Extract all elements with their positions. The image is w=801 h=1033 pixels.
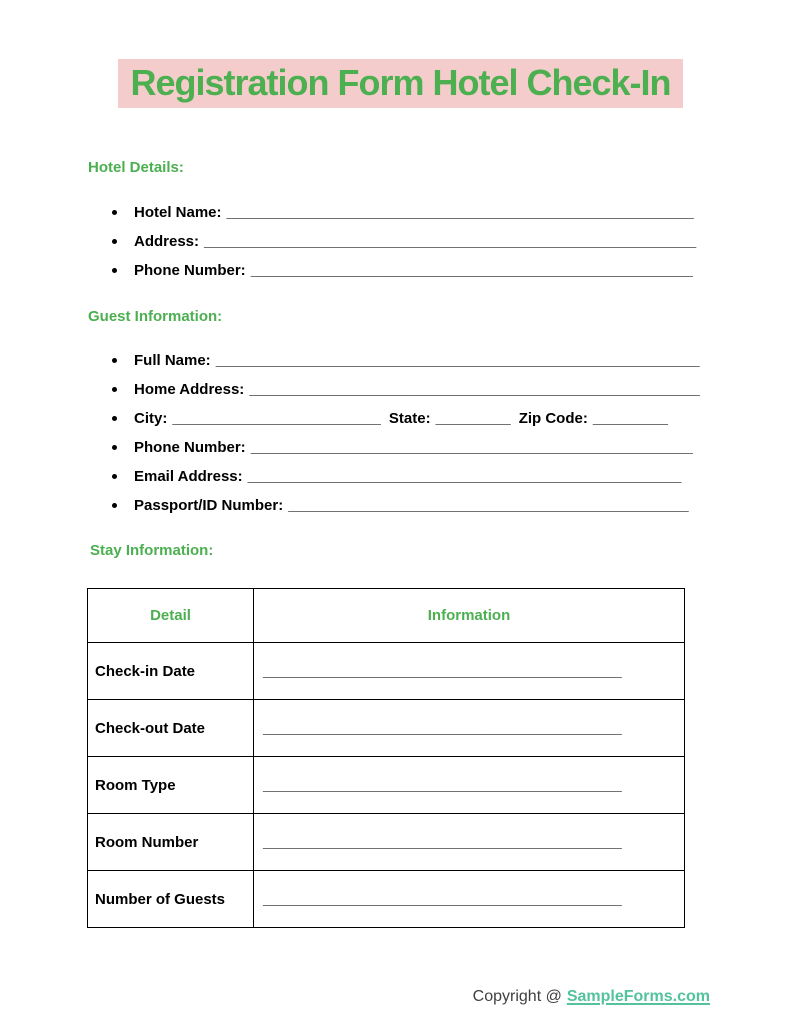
- list-item: [112, 375, 700, 404]
- list-item: [112, 227, 696, 256]
- city-blank[interactable]: _________________________: [172, 410, 381, 427]
- check-out-date-label: Check-out Date: [88, 700, 254, 757]
- table-row: [88, 757, 685, 814]
- bullet-icon: [112, 239, 117, 244]
- number-of-guests-label: Number of Guests: [88, 871, 254, 928]
- bullet-icon: [112, 445, 117, 450]
- hotel-phone-blank[interactable]: _____________________________________________________: [250, 262, 693, 279]
- list-item: [112, 433, 700, 462]
- email-address-blank[interactable]: ____________________________________________________: [247, 468, 682, 485]
- bullet-icon: [112, 387, 117, 392]
- bullet-icon: [112, 210, 117, 215]
- email-address-label: Email Address:: [134, 468, 243, 485]
- number-of-guests-blank[interactable]: ___________________________________________: [254, 871, 685, 928]
- room-type-blank[interactable]: ___________________________________________: [254, 757, 685, 814]
- list-item: [112, 462, 700, 491]
- check-in-date-blank[interactable]: ___________________________________________: [254, 643, 685, 700]
- hotel-phone-label: Phone Number:: [134, 262, 246, 279]
- home-address-blank[interactable]: ______________________________________________________: [249, 381, 700, 398]
- state-label: State:: [388, 410, 431, 427]
- check-out-date-blank[interactable]: ___________________________________________: [254, 700, 685, 757]
- guest-phone-label: Phone Number:: [134, 439, 246, 456]
- hotel-details-list: [112, 198, 696, 285]
- table-row: [88, 700, 685, 757]
- bullet-icon: [112, 416, 117, 421]
- page-title: Registration Form Hotel Check-In: [118, 59, 682, 108]
- passport-id-blank[interactable]: ________________________________________________: [288, 497, 689, 514]
- table-header-row: [88, 589, 685, 643]
- check-in-date-label: Check-in Date: [88, 643, 254, 700]
- list-item: [112, 491, 700, 520]
- stay-information-heading: Stay Information:: [90, 542, 214, 559]
- list-item: [112, 346, 700, 375]
- detail-column-header: Detail: [88, 589, 254, 643]
- city-label: City:: [134, 410, 168, 427]
- list-item: [112, 256, 696, 285]
- table-row: [88, 814, 685, 871]
- room-type-label: Room Type: [88, 757, 254, 814]
- copyright-text: Copyright @: [472, 988, 562, 1005]
- title-row: [0, 59, 801, 108]
- hotel-details-heading: Hotel Details:: [88, 159, 184, 176]
- room-number-blank[interactable]: ___________________________________________: [254, 814, 685, 871]
- home-address-label: Home Address:: [134, 381, 245, 398]
- table-row: [88, 643, 685, 700]
- zip-code-label: Zip Code:: [518, 410, 588, 427]
- guest-information-list: [112, 346, 700, 520]
- hotel-address-blank[interactable]: ___________________________________________________________: [204, 233, 697, 250]
- zip-code-blank[interactable]: _________: [592, 410, 668, 427]
- passport-id-label: Passport/ID Number:: [134, 497, 284, 514]
- bullet-icon: [112, 358, 117, 363]
- stay-information-table: [87, 588, 685, 928]
- guest-information-heading: Guest Information:: [88, 308, 223, 325]
- bullet-icon: [112, 268, 117, 273]
- footer: [473, 988, 710, 1006]
- list-item: [112, 198, 696, 227]
- full-name-label: Full Name:: [134, 352, 211, 369]
- full-name-blank[interactable]: __________________________________________________________: [215, 352, 700, 369]
- bullet-icon: [112, 474, 117, 479]
- room-number-label: Room Number: [88, 814, 254, 871]
- table-row: [88, 871, 685, 928]
- state-blank[interactable]: _________: [435, 410, 511, 427]
- hotel-name-blank[interactable]: ________________________________________________________: [226, 204, 694, 221]
- sampleforms-link[interactable]: SampleForms.com: [566, 988, 710, 1005]
- list-item: [112, 404, 700, 433]
- bullet-icon: [112, 503, 117, 508]
- hotel-name-label: Hotel Name:: [134, 204, 222, 221]
- information-column-header: Information: [254, 589, 685, 643]
- guest-phone-blank[interactable]: _____________________________________________________: [250, 439, 693, 456]
- hotel-address-label: Address:: [134, 233, 200, 250]
